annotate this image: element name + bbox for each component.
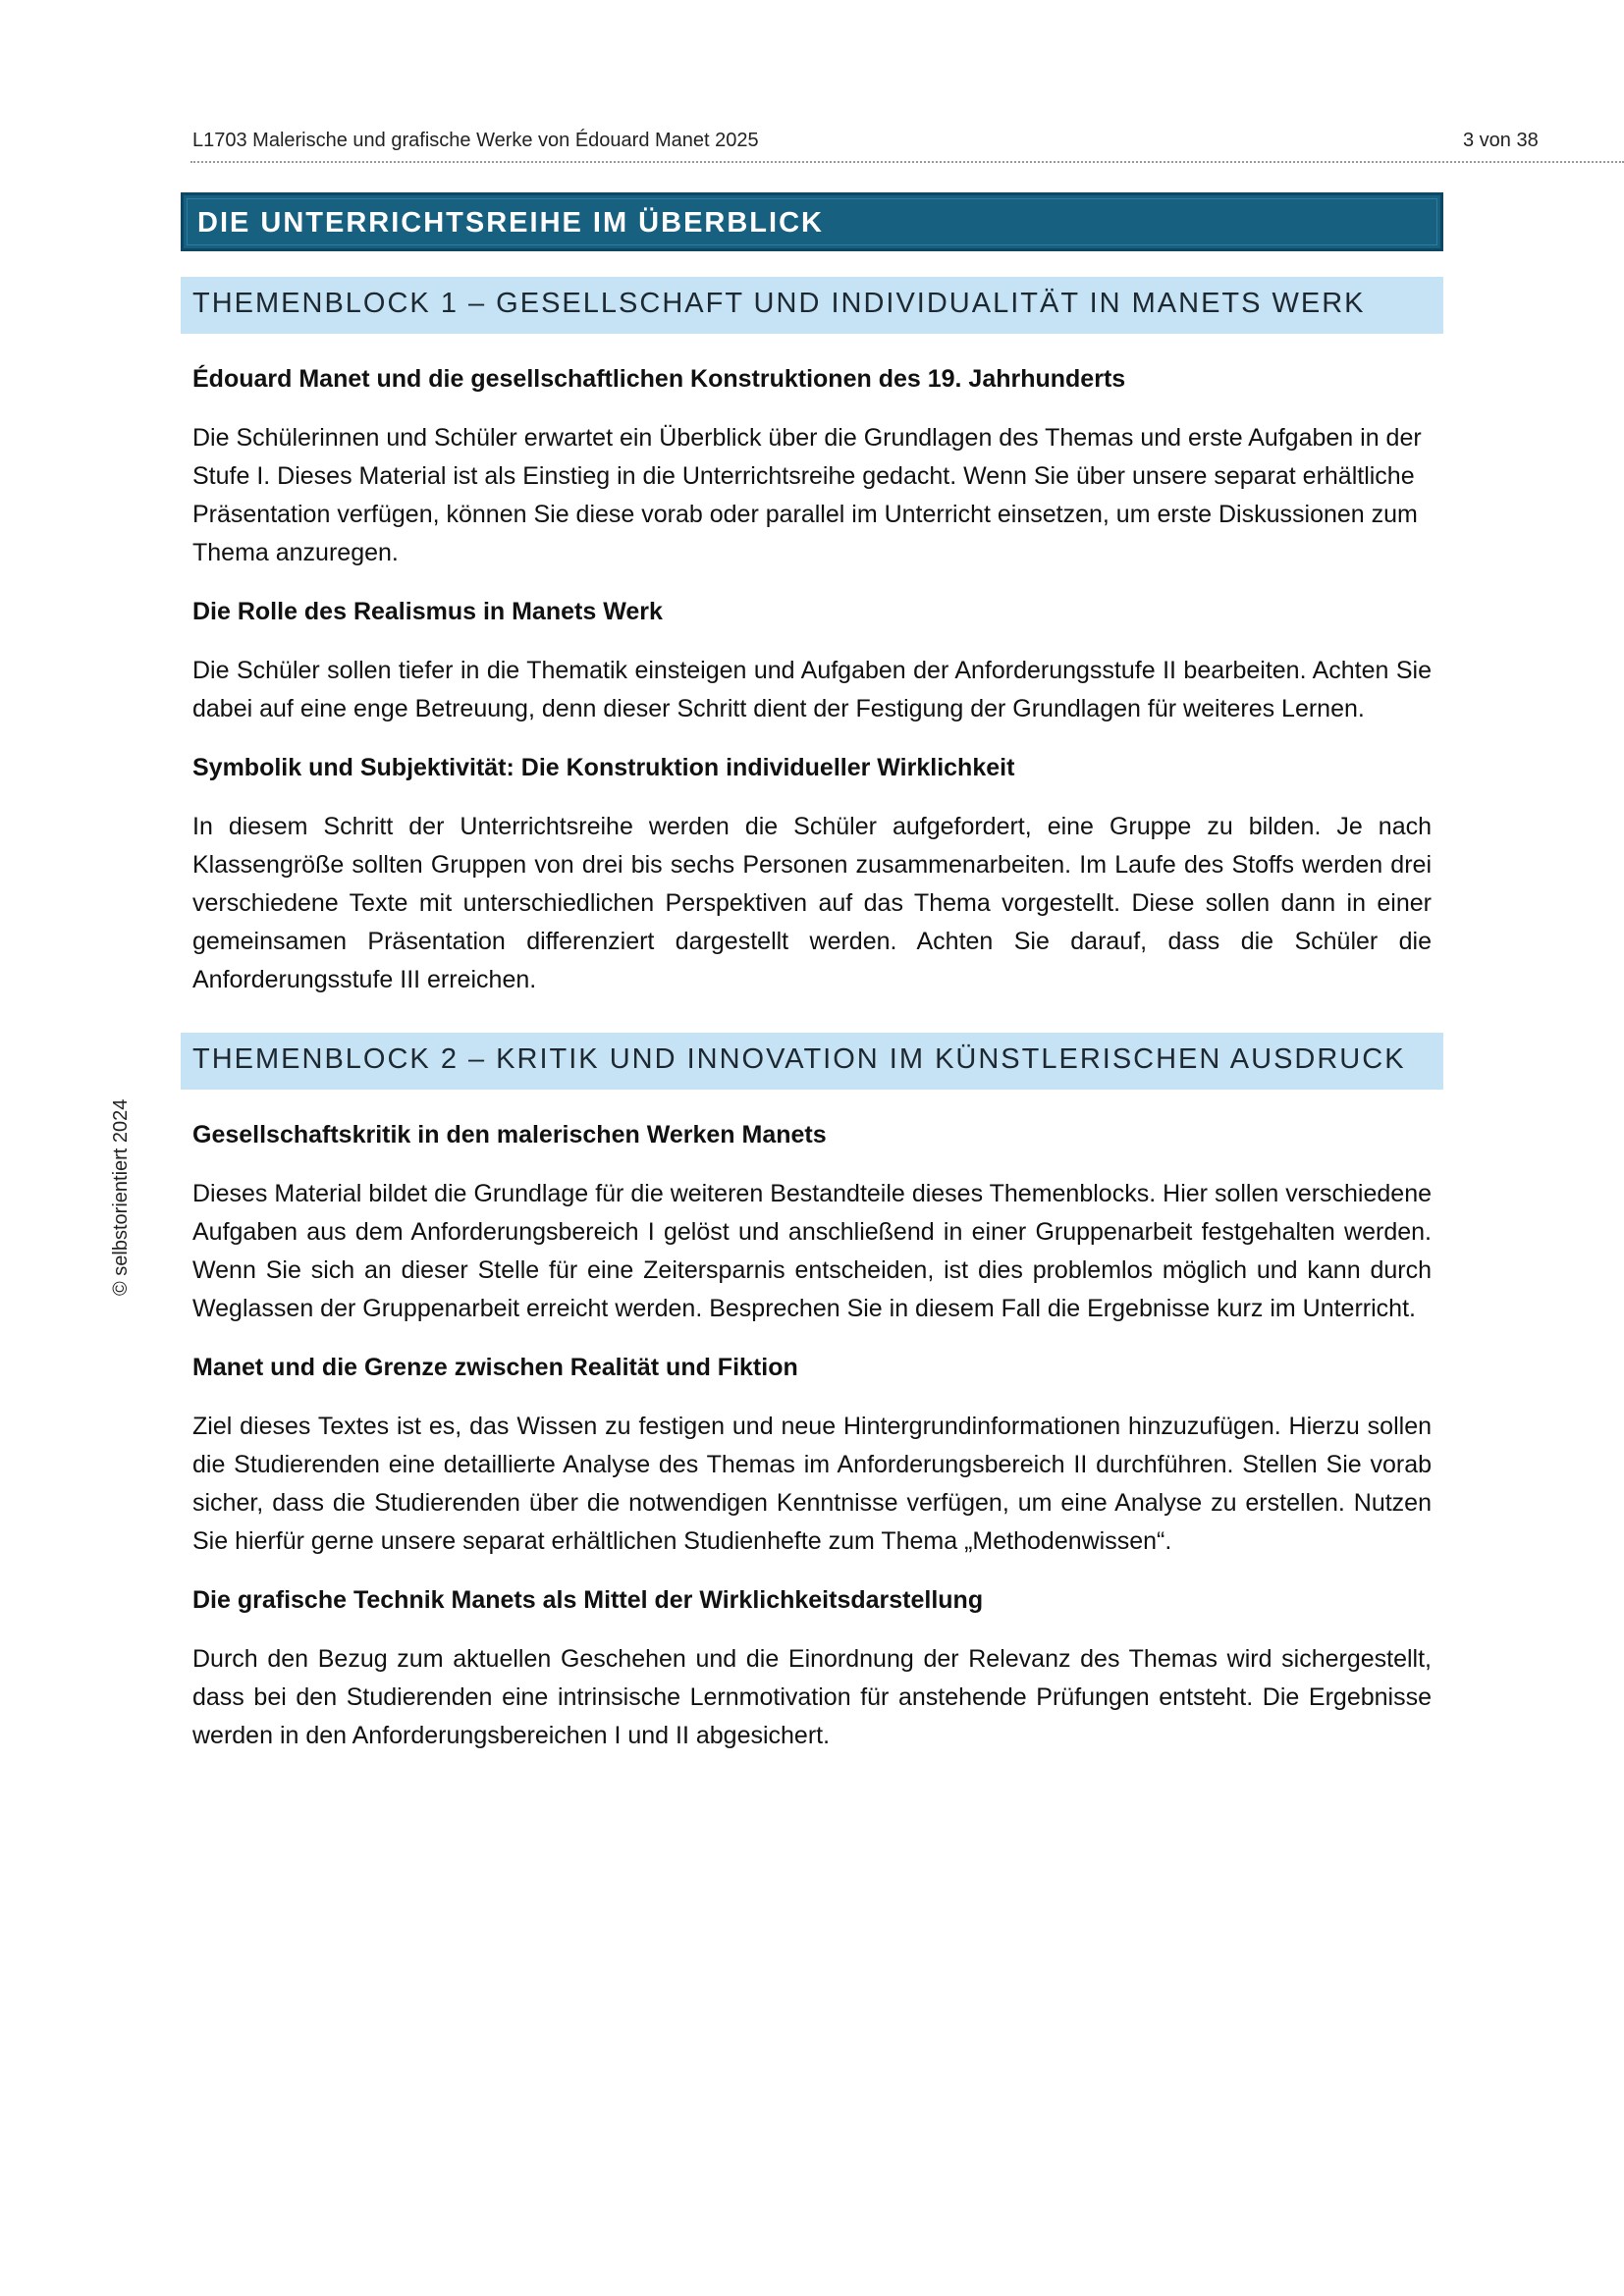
section-text: Ziel dieses Textes ist es, das Wissen zu festigen und neue Hintergrundinformationen hinzuzufügen. Hierzu sollen die Studierenden eine detaillierte Analyse des Themas im Anforderungsbereich II durchführen. Stellen Sie vorab sicher, dass die Studierenden über die notwendigen Kenntnisse verfügen, um eine Analyse zu erstellen. Nutzen Sie hierfür gerne unsere separat erhältlichen Studienhefte zum Thema „Methodenwissen“. (192, 1413, 1432, 1555)
page-content (181, 192, 1443, 1755)
section-heading: Gesellschaftskritik in den malerischen Werken Manets (192, 1121, 827, 1148)
section-text: Die Schüler sollen tiefer in die Thematik einsteigen und Aufgaben der Anforderungsstufe II bearbeiten. Achten Sie dabei auf eine enge Betreuung, denn dieser Schritt dient der Festigung der Grundlagen für weiteres Lernen. (192, 657, 1432, 722)
page-header (190, 128, 1624, 163)
section-heading: Manet und die Grenze zwischen Realität und Fiktion (192, 1354, 798, 1381)
main-section-title: DIE UNTERRICHTSREIHE IM ÜBERBLICK (181, 192, 1443, 251)
section-text: In diesem Schritt der Unterrichtsreihe werden die Schüler aufgefordert, eine Gruppe zu bilden. Je nach Klassengröße sollten Gruppen von drei bis sechs Personen zusammenarbeiten. Im Laufe des Stoffs werden drei verschiedene Texte mit unterschiedlichen Perspektiven auf das Thema vorgestellt. Diese sollen dann in einer gemeinsamen Präsentation differenziert dargestellt werden. Achten Sie darauf, dass die Schüler die Anforderungsstufe III erreichen. (192, 813, 1432, 993)
section-text: Durch den Bezug zum aktuellen Geschehen und die Einordnung der Relevanz des Themas wird sichergestellt, dass bei den Studierenden eine intrinsische Lernmotivation für anstehende Prüfungen entsteht. Die Ergebnisse werden in den Anforderungsbereichen I und II abgesichert. (192, 1645, 1432, 1749)
themenblock-2-title: THEMENBLOCK 2 – KRITIK UND INNOVATION IM KÜNSTLERISCHEN AUSDRUCK (181, 1033, 1443, 1090)
section-heading: Die grafische Technik Manets als Mittel der Wirklichkeitsdarstellung (192, 1586, 984, 1614)
document-title: L1703 Malerische und grafische Werke von Édouard Manet 2025 (192, 130, 759, 151)
section-heading: Édouard Manet und die gesellschaftlichen Konstruktionen des 19. Jahrhunderts (192, 365, 1126, 393)
section-text: Dieses Material bildet die Grundlage für die weiteren Bestandteile dieses Themenblocks. Hier sollen verschiedene Aufgaben aus dem Anforderungsbereich I gelöst und anschließend in einer Gruppenarbeit festgehalten werden. Wenn Sie sich an dieser Stelle für eine Zeitersparnis entscheiden, ist dies problemlos möglich und kann durch Weglassen der Gruppenarbeit erreicht werden. Besprechen Sie in diesem Fall die Ergebnisse kurz im Unterricht. (192, 1180, 1432, 1322)
themenblock-1-title: THEMENBLOCK 1 – GESELLSCHAFT UND INDIVIDUALITÄT IN MANETS WERK (181, 277, 1443, 334)
copyright-note: © selbstorientiert 2024 (110, 1098, 132, 1296)
page-number: 3 von 38 (1463, 130, 1539, 151)
section-text: Die Schülerinnen und Schüler erwartet ein Überblick über die Grundlagen des Themas und erste Aufgaben in der Stufe I. Dieses Material ist als Einstieg in die Unterrichtsreihe gedacht. Wenn Sie über unsere separat erhältliche Präsentation verfügen, können Sie diese vorab oder parallel im Unterricht einsetzen, um erste Diskussionen zum Thema anzuregen. (192, 424, 1422, 566)
section-heading: Symbolik und Subjektivität: Die Konstruktion individueller Wirklichkeit (192, 754, 1015, 781)
section-heading: Die Rolle des Realismus in Manets Werk (192, 598, 663, 625)
